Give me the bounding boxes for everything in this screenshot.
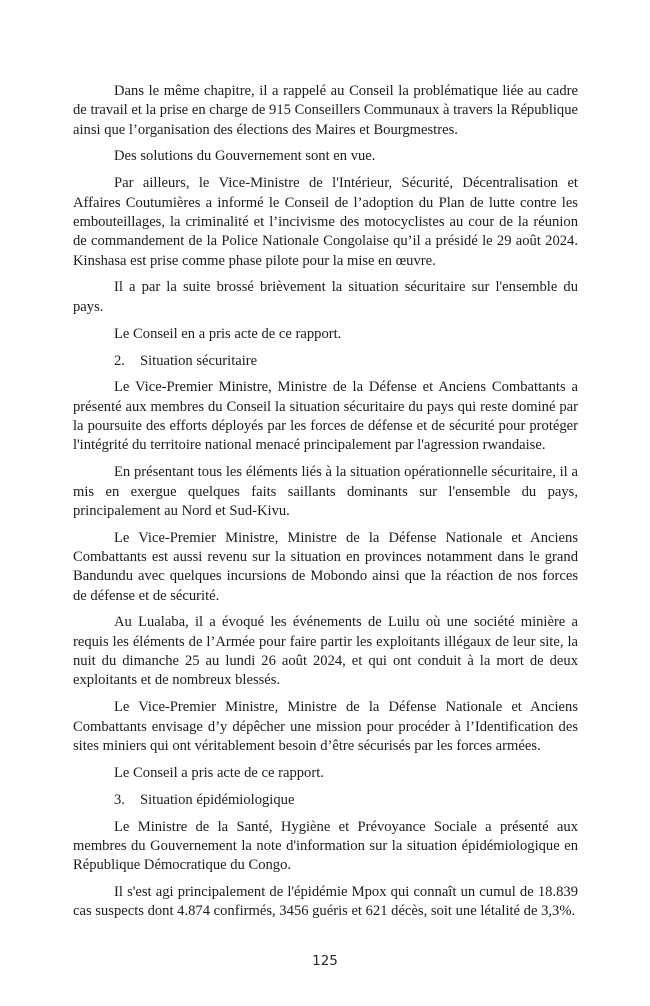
paragraph-council-workframe: Dans le même chapitre, il a rappelé au Conseil la problématique liée au cadre de travail et la prise en charge de 915 Conseillers Communaux à travers la République ainsi que l’organisation des élections des Maires et Bourgmestres. [73, 83, 578, 138]
paragraph-security-overview: Il a par la suite brossé brièvement la situation sécuritaire sur l'ensemble du pays. [73, 279, 578, 315]
paragraph-government-solutions: Des solutions du Gouvernement sont en vue. [114, 148, 376, 165]
section-title: Situation épidémiologique [140, 791, 295, 808]
paragraph-defense-report: Le Vice-Premier Ministre, Ministre de la Défense et Anciens Combattants a présenté aux membres du Conseil la situation sécuritaire du pays qui reste dominé par la poursuite des efforts déployés par les forces de défense et de sécurité pour protéger l'intégrité du territoire national menacé principalement par l'agression rwandaise. [73, 379, 578, 454]
paragraph-mpox-figures: Il s'est agi principalement de l'épidémie Mpox qui connaît un cumul de 18.839 cas suspects dont 4.874 confirmés, 3456 guéris et 621 décès, soit une létalité de 3,3%. [73, 884, 578, 920]
section-number: 2. [114, 352, 125, 369]
section-heading-epidemiology [73, 791, 578, 810]
page-number: 125 [312, 953, 338, 969]
document-page [73, 82, 578, 929]
paragraph-operational-highlights: En présentant tous les éléments liés à la situation opérationnelle sécuritaire, il a mis en exergue quelques faits saillants dominants sur l'ensemble du pays, principalement au Nord et Sud-Kivu. [73, 464, 578, 519]
paragraph-provinces-situation: Le Vice-Premier Ministre, Ministre de la Défense Nationale et Anciens Combattants est aussi revenu sur la situation en provinces notamment dans le grand Bandundu avec quelques incursions de Mobondo ainsi que la réaction de nos forces de défense et de sécurité. [73, 529, 578, 604]
section-number: 3. [114, 791, 125, 808]
paragraph-council-acknowledgement: Le Conseil en a pris acte de ce rapport. [114, 325, 342, 342]
section-heading-security [73, 352, 578, 371]
paragraph-council-acknowledgement-2: Le Conseil a pris acte de ce rapport. [114, 764, 324, 781]
paragraph-mining-sites-mission: Le Vice-Premier Ministre, Ministre de la Défense Nationale et Anciens Combattants envisage d’y dépêcher une mission pour procéder à l’Identification des sites miniers qui ont véritablement besoin d’être sécurisés par les forces armées. [73, 699, 578, 754]
paragraph-lualaba-events: Au Lualaba, il a évoqué les événements de Luilu où une société minière a requis les éléments de l’Armée pour faire partir les exploitants illégaux de leur site, la nuit du dimanche 25 au lundi 26 août 2024, et qui ont conduit à la mort de deux exploitants et de nombreux blessés. [73, 614, 578, 689]
paragraph-health-report: Le Ministre de la Santé, Hygiène et Prévoyance Sociale a présenté aux membres du Gouvernement la note d'information sur la situation épidémiologique en République Démocratique du Congo. [73, 818, 578, 874]
section-title: Situation sécuritaire [140, 352, 258, 369]
paragraph-traffic-plan: Par ailleurs, le Vice-Ministre de l'Intérieur, Sécurité, Décentralisation et Affaires Coutumières a informé le Conseil de l’adoption du Plan de lutte contre les embouteillages, la criminalité et l’incivisme des motocyclistes au cour de la réunion de commandement de la Police Nationale Congolaise qu’il a présidé le 29 août 2024. Kinshasa est prise comme phase pilote pour la mise en œuvre. [73, 175, 578, 269]
